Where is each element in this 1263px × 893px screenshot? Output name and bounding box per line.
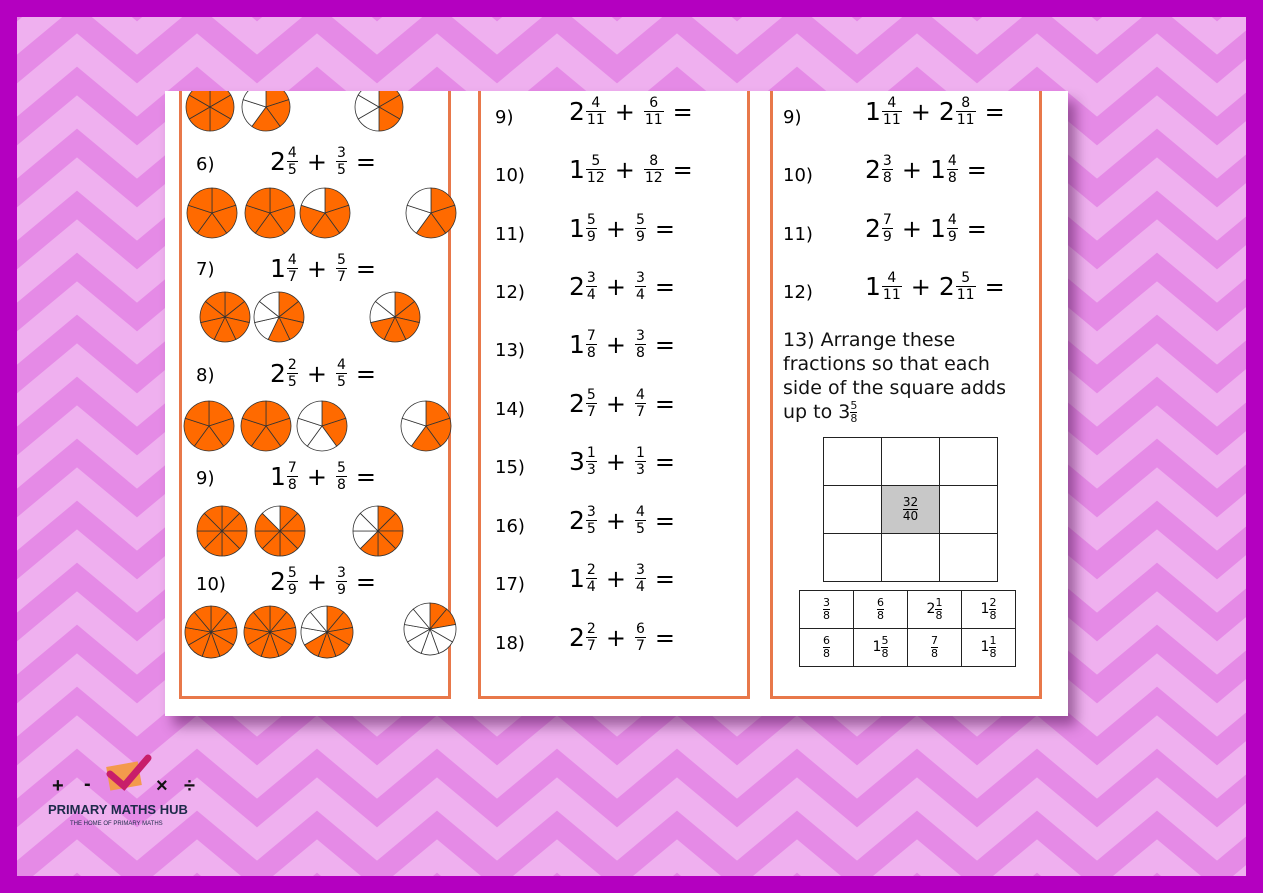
equals-sign: = bbox=[355, 254, 376, 283]
whole-number: 2 bbox=[865, 155, 881, 184]
fraction: $\frac{7}{9}$ bbox=[882, 212, 892, 245]
fraction: $\frac{4}{11}$ bbox=[882, 270, 901, 303]
plus-sign: + bbox=[605, 330, 626, 359]
question-label: 17) bbox=[495, 574, 525, 595]
equals-sign: = bbox=[984, 97, 1005, 126]
whole-number: 1 bbox=[865, 272, 881, 301]
whole-number: 1 bbox=[270, 254, 286, 283]
equals-sign: = bbox=[654, 447, 675, 476]
fraction: $\frac{3}{8}$ bbox=[635, 328, 645, 361]
plus-sign: + bbox=[605, 564, 626, 593]
fraction: $\frac{7}{8}$ bbox=[586, 328, 596, 361]
question-10-label: 10) bbox=[196, 574, 226, 595]
worksheet bbox=[165, 91, 1068, 716]
question-equation bbox=[569, 212, 683, 245]
question-label: 11) bbox=[495, 224, 525, 245]
fraction-pie-diagram bbox=[399, 399, 453, 453]
grid-cell[interactable] bbox=[824, 438, 882, 486]
fraction-pie-diagram bbox=[198, 290, 252, 344]
fraction-pie-diagram bbox=[183, 604, 239, 660]
task-13-text: 13) Arrange these fractions so that each side of the square adds up to 3 $\frac{5}{8}$ bbox=[783, 329, 1006, 425]
magic-square-grid bbox=[823, 437, 998, 582]
fraction-option-card[interactable]: $\frac{6}{8}$ bbox=[800, 629, 854, 667]
fraction-option-card[interactable]: $\frac{6}{8}$ bbox=[854, 591, 908, 629]
equals-sign: = bbox=[654, 214, 675, 243]
question-7-equation bbox=[270, 252, 384, 285]
fraction: $\frac{3}{5}$ bbox=[586, 504, 596, 537]
whole-number: 1 bbox=[569, 214, 585, 243]
fraction: $\frac{8}{11}$ bbox=[956, 95, 975, 128]
fraction: $\frac{3}{5}$ bbox=[336, 145, 346, 178]
fraction: $\frac{5}{7}$ bbox=[586, 387, 596, 420]
question-8-equation bbox=[270, 357, 384, 390]
minus-symbol: - bbox=[84, 773, 91, 795]
worksheet-column-3 bbox=[770, 91, 1042, 699]
question-equation bbox=[569, 153, 701, 186]
question-equation bbox=[865, 270, 1013, 303]
fraction: $\frac{3}{4}$ bbox=[635, 270, 645, 303]
fraction-pie-diagram bbox=[402, 601, 458, 657]
fraction-pie-diagram bbox=[353, 91, 405, 133]
plus-sign: + bbox=[306, 359, 327, 388]
fraction: $\frac{1}{3}$ bbox=[635, 445, 645, 478]
fraction: $\frac{4}{7}$ bbox=[635, 387, 645, 420]
equals-sign: = bbox=[672, 155, 693, 184]
equals-sign: = bbox=[672, 97, 693, 126]
fraction-pie-diagram bbox=[351, 504, 405, 558]
fraction: $\frac{5}{7}$ bbox=[336, 252, 346, 285]
fraction: $\frac{1}{3}$ bbox=[586, 445, 596, 478]
grid-cell[interactable] bbox=[824, 534, 882, 582]
fraction-option-card[interactable]: $\frac{3}{8}$ bbox=[800, 591, 854, 629]
grid-cell[interactable] bbox=[940, 534, 998, 582]
fraction-pie-diagram bbox=[295, 399, 349, 453]
question-8-label: 8) bbox=[196, 365, 215, 386]
fraction-pie-diagram bbox=[182, 399, 236, 453]
question-equation bbox=[569, 387, 683, 420]
question-equation bbox=[569, 328, 683, 361]
grid-cell[interactable] bbox=[940, 438, 998, 486]
equals-sign: = bbox=[654, 330, 675, 359]
whole-number: 2 bbox=[938, 272, 955, 301]
fraction: $\frac{5}{9}$ bbox=[287, 565, 297, 598]
fraction: $\frac{4}{8}$ bbox=[947, 153, 957, 186]
grid-cell[interactable] bbox=[882, 438, 940, 486]
equals-sign: = bbox=[654, 389, 675, 418]
plus-sign: + bbox=[605, 389, 626, 418]
question-label: 9) bbox=[783, 107, 802, 128]
plus-sign: + bbox=[605, 506, 626, 535]
question-equation bbox=[569, 270, 683, 303]
equals-sign: = bbox=[654, 564, 675, 593]
question-equation bbox=[569, 95, 701, 128]
question-label: 11) bbox=[783, 224, 813, 245]
plus-sign: + bbox=[605, 447, 626, 476]
question-6-label: 6) bbox=[196, 154, 215, 175]
fraction-pie-diagram bbox=[239, 399, 293, 453]
primary-maths-hub-logo bbox=[44, 752, 224, 832]
question-7-label: 7) bbox=[196, 259, 215, 280]
fraction: $\frac{6}{7}$ bbox=[635, 621, 645, 654]
whole-number: 2 bbox=[270, 359, 286, 388]
fraction: $\frac{3}{4}$ bbox=[635, 562, 645, 595]
fraction: $\frac{4}{9}$ bbox=[947, 212, 957, 245]
question-label: 10) bbox=[495, 165, 525, 186]
question-label: 14) bbox=[495, 399, 525, 420]
question-label: 18) bbox=[495, 633, 525, 654]
fraction: $\frac{7}{8}$ bbox=[287, 460, 297, 493]
fraction: $\frac{4}{5}$ bbox=[635, 504, 645, 537]
worksheet-column-1 bbox=[179, 91, 451, 699]
grid-cell[interactable] bbox=[824, 486, 882, 534]
fraction: $\frac{2}{4}$ bbox=[586, 562, 596, 595]
whole-number: 2 bbox=[270, 567, 286, 596]
logo-title: PRIMARY MATHS HUB bbox=[48, 802, 188, 817]
plus-sign: + bbox=[605, 623, 626, 652]
equals-sign: = bbox=[355, 359, 376, 388]
whole-number: 2 bbox=[569, 389, 585, 418]
fraction: $\frac{4}{11}$ bbox=[586, 95, 605, 128]
fraction: $\frac{6}{11}$ bbox=[644, 95, 663, 128]
equals-sign: = bbox=[355, 567, 376, 596]
equals-sign: = bbox=[654, 272, 675, 301]
plus-sign: + bbox=[910, 272, 931, 301]
question-equation bbox=[569, 445, 683, 478]
whole-number: 2 bbox=[569, 506, 585, 535]
divide-symbol: ÷ bbox=[184, 775, 195, 797]
fraction: $\frac{5}{9}$ bbox=[586, 212, 596, 245]
fraction-option-card[interactable]: 1 $\frac{2}{8}$ bbox=[962, 591, 1016, 629]
plus-sign: + bbox=[306, 147, 327, 176]
fraction: $\frac{4}{5}$ bbox=[336, 357, 346, 390]
equals-sign: = bbox=[355, 147, 376, 176]
whole-number: 2 bbox=[865, 214, 881, 243]
fraction: $\frac{5}{9}$ bbox=[635, 212, 645, 245]
fraction-pie-diagram bbox=[240, 91, 292, 133]
whole-number: 2 bbox=[938, 97, 955, 126]
plus-sign: + bbox=[605, 272, 626, 301]
question-equation bbox=[569, 562, 683, 595]
plus-sign: + bbox=[605, 214, 626, 243]
plus-sign: + bbox=[306, 254, 327, 283]
equals-sign: = bbox=[966, 214, 987, 243]
fraction-pie-diagram bbox=[243, 186, 297, 240]
fraction: $\frac{5}{11}$ bbox=[956, 270, 975, 303]
question-9-label: 9) bbox=[196, 468, 215, 489]
fraction-option-card[interactable]: 1 $\frac{5}{8}$ bbox=[854, 629, 908, 667]
grid-center-cell: $\frac{32}{40}$ bbox=[882, 486, 940, 534]
logo-tagline: THE HOME OF PRIMARY MATHS bbox=[70, 821, 163, 827]
fraction: $\frac{8}{12}$ bbox=[644, 153, 663, 186]
plus-sign: + bbox=[306, 462, 327, 491]
fraction-pie-diagram bbox=[184, 91, 236, 133]
fraction-pie-diagram bbox=[242, 604, 298, 660]
question-6-equation bbox=[270, 145, 384, 178]
fraction-options-table bbox=[799, 590, 1016, 667]
grid-cell[interactable] bbox=[882, 534, 940, 582]
grid-cell[interactable] bbox=[940, 486, 998, 534]
fraction-pie-diagram bbox=[298, 186, 352, 240]
whole-number: 1 bbox=[865, 97, 881, 126]
fraction-pie-diagram bbox=[368, 290, 422, 344]
question-label: 13) bbox=[495, 340, 525, 361]
fraction-option-card[interactable]: 2 $\frac{1}{8}$ bbox=[908, 591, 962, 629]
fraction-pie-diagram bbox=[195, 504, 249, 558]
question-9-equation bbox=[270, 460, 384, 493]
whole-number: 2 bbox=[569, 272, 585, 301]
fraction: $\frac{3}{4}$ bbox=[586, 270, 596, 303]
fraction-pie-diagram bbox=[185, 186, 239, 240]
fraction: $\frac{2}{5}$ bbox=[287, 357, 297, 390]
question-equation bbox=[865, 212, 995, 245]
fraction-pie-diagram bbox=[404, 186, 458, 240]
fraction: $\frac{4}{7}$ bbox=[287, 252, 297, 285]
whole-number: 1 bbox=[569, 155, 585, 184]
plus-sign: + bbox=[614, 155, 635, 184]
fraction-option-card[interactable]: 1 $\frac{1}{8}$ bbox=[962, 629, 1016, 667]
fraction-option-card[interactable]: $\frac{7}{8}$ bbox=[908, 629, 962, 667]
question-equation bbox=[569, 621, 683, 654]
fraction-pie-diagram bbox=[253, 504, 307, 558]
question-equation bbox=[865, 95, 1013, 128]
whole-number: 2 bbox=[270, 147, 286, 176]
question-equation bbox=[865, 153, 995, 186]
whole-number: 1 bbox=[569, 330, 585, 359]
question-label: 12) bbox=[495, 282, 525, 303]
fraction-pie-diagram bbox=[299, 604, 355, 660]
equals-sign: = bbox=[984, 272, 1005, 301]
whole-number: 1 bbox=[569, 564, 585, 593]
question-label: 15) bbox=[495, 457, 525, 478]
fraction: $\frac{3}{9}$ bbox=[336, 565, 346, 598]
whole-number: 1 bbox=[929, 155, 946, 184]
plus-sign: + bbox=[901, 214, 922, 243]
plus-sign: + bbox=[910, 97, 931, 126]
whole-number: 1 bbox=[270, 462, 286, 491]
fraction: $\frac{4}{5}$ bbox=[287, 145, 297, 178]
fraction: $\frac{5}{8}$ bbox=[336, 460, 346, 493]
whole-number: 3 bbox=[569, 447, 585, 476]
times-symbol: × bbox=[156, 775, 168, 797]
fraction: $\frac{2}{7}$ bbox=[586, 621, 596, 654]
equals-sign: = bbox=[654, 623, 675, 652]
worksheet-column-2 bbox=[478, 91, 750, 699]
plus-sign: + bbox=[614, 97, 635, 126]
fraction: $\frac{3}{8}$ bbox=[882, 153, 892, 186]
equals-sign: = bbox=[654, 506, 675, 535]
whole-number: 2 bbox=[569, 623, 585, 652]
question-label: 10) bbox=[783, 165, 813, 186]
plus-symbol: + bbox=[52, 775, 64, 797]
whole-number: 1 bbox=[929, 214, 946, 243]
fraction: $\frac{4}{11}$ bbox=[882, 95, 901, 128]
question-equation bbox=[569, 504, 683, 537]
plus-sign: + bbox=[306, 567, 327, 596]
equals-sign: = bbox=[966, 155, 987, 184]
fraction: $\frac{5}{12}$ bbox=[586, 153, 605, 186]
question-10-equation bbox=[270, 565, 384, 598]
plus-sign: + bbox=[901, 155, 922, 184]
question-label: 9) bbox=[495, 107, 514, 128]
fraction-pie-diagram bbox=[252, 290, 306, 344]
question-label: 12) bbox=[783, 282, 813, 303]
question-label: 16) bbox=[495, 516, 525, 537]
equals-sign: = bbox=[355, 462, 376, 491]
whole-number: 2 bbox=[569, 97, 585, 126]
